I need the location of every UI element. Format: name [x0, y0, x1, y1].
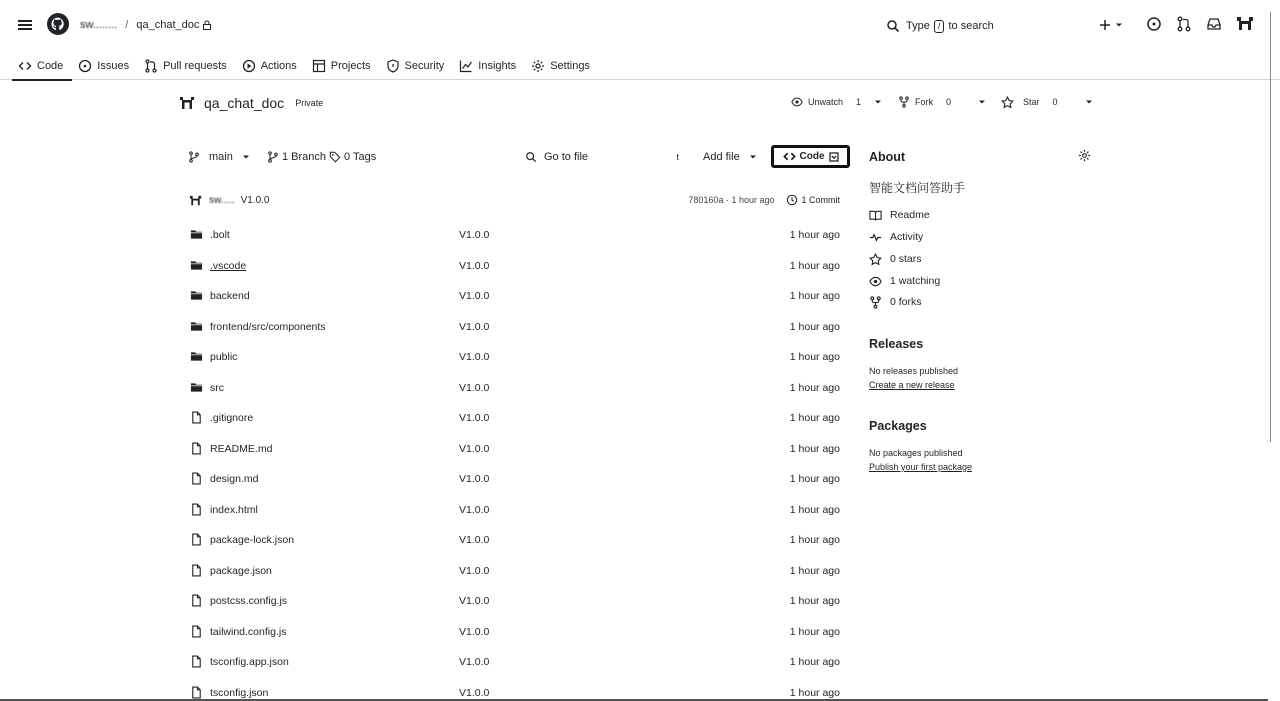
- repo-description: 智能文档问答助手: [869, 181, 966, 195]
- code-button[interactable]: [771, 145, 850, 168]
- watchers-link[interactable]: [869, 274, 940, 288]
- commit-date: 1 hour ago: [789, 564, 840, 577]
- file-icon: [190, 442, 204, 456]
- file-icon: [190, 411, 204, 425]
- file-icon: [190, 472, 204, 486]
- chevron-down-icon: [1115, 21, 1123, 29]
- scrollbar[interactable]: [1268, 0, 1280, 701]
- file-name[interactable]: src: [210, 381, 224, 394]
- table-row[interactable]: [188, 312, 840, 342]
- table-row[interactable]: [188, 586, 840, 616]
- gear-icon: [531, 59, 545, 73]
- tab-insights[interactable]: [453, 52, 525, 80]
- commit-message[interactable]: V1.0.0: [459, 564, 490, 577]
- tags-count: 0 Tags: [344, 151, 377, 163]
- tab-label: Insights: [478, 60, 517, 72]
- folder-icon: [190, 289, 204, 303]
- commit-hash-time[interactable]: 780160a · 1 hour ago: [688, 195, 775, 205]
- code-button-label: Code: [799, 151, 825, 162]
- breadcrumb-owner[interactable]: sw........: [80, 19, 118, 31]
- tab-label: Code: [37, 60, 64, 72]
- avatar[interactable]: [188, 193, 203, 208]
- file-icon: [190, 625, 204, 639]
- readme-label: Readme: [890, 209, 930, 221]
- chevron-down-icon: [1085, 98, 1093, 106]
- releases-empty-text: No releases published: [869, 366, 959, 376]
- file-name[interactable]: .vscode: [210, 259, 247, 272]
- file-name[interactable]: design.md: [210, 473, 259, 485]
- commit-message[interactable]: V1.0.0: [240, 194, 270, 206]
- play-icon: [242, 59, 256, 73]
- file-name[interactable]: tsconfig.app.json: [210, 656, 289, 668]
- file-name[interactable]: frontend/src/components: [210, 320, 326, 333]
- tab-label: Security: [404, 60, 445, 72]
- pull-request-icon: [144, 59, 158, 73]
- commit-date: 1 hour ago: [789, 320, 840, 333]
- commit-message[interactable]: V1.0.0: [459, 290, 490, 302]
- pulse-icon: [869, 231, 882, 244]
- repo-avatar-icon: [178, 94, 196, 112]
- search-button[interactable]: [886, 18, 994, 34]
- fork-icon: [869, 296, 882, 309]
- branch-name: main: [209, 151, 233, 163]
- commit-message[interactable]: V1.0.0: [459, 534, 490, 546]
- branch-icon: [267, 151, 279, 163]
- tab-security[interactable]: [380, 52, 454, 80]
- file-name[interactable]: backend: [210, 290, 250, 302]
- commit-date: 1 hour ago: [789, 290, 840, 302]
- commit-message[interactable]: V1.0.0: [459, 320, 490, 333]
- tab-issues[interactable]: [72, 52, 138, 80]
- commit-message[interactable]: V1.0.0: [459, 503, 490, 516]
- branches-count: 1 Branch: [282, 151, 327, 163]
- file-name[interactable]: index.html: [210, 503, 258, 516]
- scrollbar-thumb[interactable]: [1270, 12, 1279, 442]
- eye-icon: [869, 275, 882, 288]
- folder-icon: [190, 381, 204, 395]
- eye-icon: [791, 96, 803, 108]
- star-icon: [1001, 96, 1014, 109]
- tab-label: Settings: [550, 60, 590, 72]
- commit-date: 1 hour ago: [789, 595, 840, 607]
- book-icon: [869, 209, 882, 222]
- commit-message[interactable]: V1.0.0: [459, 656, 490, 668]
- visibility-badge: Private: [295, 98, 324, 108]
- table-row[interactable]: [188, 678, 840, 701]
- activity-link[interactable]: [869, 230, 923, 244]
- commit-date: 1 hour ago: [789, 625, 840, 638]
- issue-icon: [78, 59, 92, 73]
- commit-message[interactable]: V1.0.0: [459, 442, 490, 455]
- github-logo-icon[interactable]: [46, 12, 70, 36]
- publish-package-link[interactable]: Publish your first package: [869, 462, 973, 472]
- search-prefix: Type: [906, 19, 930, 32]
- commit-date: 1 hour ago: [789, 442, 840, 455]
- file-name[interactable]: .bolt: [210, 229, 230, 241]
- fork-icon: [898, 96, 910, 108]
- file-name[interactable]: package.json: [210, 564, 272, 577]
- avatar[interactable]: [1234, 12, 1256, 34]
- tab-label: Actions: [260, 60, 297, 72]
- commit-message[interactable]: V1.0.0: [459, 595, 490, 607]
- inbox-icon[interactable]: [1206, 16, 1222, 34]
- table-row[interactable]: [188, 647, 840, 677]
- commit-message[interactable]: V1.0.0: [459, 229, 490, 241]
- fork-button[interactable]: [898, 94, 986, 110]
- file-icon: [190, 655, 204, 669]
- graph-icon: [459, 59, 473, 73]
- tab-code[interactable]: [12, 52, 72, 80]
- star-icon: [869, 253, 882, 266]
- unwatch-button[interactable]: [791, 94, 882, 110]
- file-icon: [190, 686, 204, 700]
- repo-nav-tabs: [12, 52, 599, 80]
- star-label: Star: [1023, 97, 1040, 107]
- file-name[interactable]: tailwind.config.js: [210, 625, 287, 638]
- tab-actions[interactable]: [236, 52, 306, 80]
- stars-link[interactable]: [869, 252, 922, 266]
- commit-message[interactable]: V1.0.0: [459, 686, 490, 699]
- file-icon: [190, 594, 204, 608]
- tab-pull-requests[interactable]: [138, 52, 236, 80]
- table-row[interactable]: [188, 251, 840, 281]
- commit-date: 1 hour ago: [789, 473, 840, 485]
- file-name[interactable]: public: [210, 351, 238, 363]
- code-icon: [18, 59, 32, 73]
- commit-message[interactable]: V1.0.0: [459, 381, 490, 394]
- shortcut-key: t: [676, 152, 679, 162]
- create-new-button[interactable]: [1099, 16, 1123, 34]
- table-row[interactable]: [188, 617, 840, 647]
- commit-message[interactable]: V1.0.0: [459, 473, 490, 485]
- menu-icon[interactable]: [17, 17, 33, 33]
- breadcrumb-repo[interactable]: qa_chat_doc: [136, 19, 200, 31]
- search-icon: [525, 151, 537, 163]
- table-row[interactable]: [188, 403, 840, 433]
- commits-count: 1 Commit: [801, 195, 840, 205]
- table-row[interactable]: [188, 220, 840, 250]
- tab-label: Projects: [330, 60, 371, 72]
- commit-meta: [688, 192, 840, 208]
- folder-icon: [190, 320, 204, 334]
- packages-empty-text: No packages published: [869, 448, 963, 458]
- forks-label: 0 forks: [890, 296, 922, 308]
- commit-date: 1 hour ago: [789, 534, 840, 546]
- lock-icon: [202, 20, 212, 30]
- commit-message[interactable]: V1.0.0: [459, 351, 490, 363]
- go-to-file-placeholder: Go to file: [544, 151, 589, 163]
- readme-link[interactable]: [869, 208, 930, 222]
- repo-name[interactable]: qa_chat_doc: [204, 95, 285, 111]
- stars-label: 0 stars: [890, 253, 922, 265]
- pull-requests-shortcut-icon[interactable]: [1176, 16, 1192, 34]
- branches-link[interactable]: [267, 146, 326, 168]
- branch-select[interactable]: [188, 146, 250, 168]
- table-row[interactable]: [188, 373, 840, 403]
- commit-message[interactable]: V1.0.0: [459, 412, 490, 424]
- commit-date: 1 hour ago: [789, 686, 840, 699]
- commit-date: 1 hour ago: [789, 381, 840, 394]
- code-icon: [783, 150, 796, 163]
- tab-settings[interactable]: [525, 52, 599, 80]
- commit-date: 1 hour ago: [789, 503, 840, 516]
- file-name[interactable]: package-lock.json: [210, 534, 295, 546]
- file-icon: [190, 503, 204, 517]
- go-to-file-input[interactable]: [525, 146, 685, 168]
- gear-icon[interactable]: [1078, 149, 1091, 162]
- folder-icon: [190, 228, 204, 242]
- search-icon: [886, 19, 900, 33]
- search-suffix: to search: [948, 19, 994, 32]
- latest-commit: [188, 192, 840, 208]
- file-name[interactable]: README.md: [210, 442, 273, 455]
- breadcrumb-separator: /: [125, 19, 129, 31]
- commit-date: 1 hour ago: [789, 412, 840, 424]
- chevron-down-icon: [749, 153, 757, 161]
- history-icon: [786, 194, 798, 206]
- file-icon: [190, 564, 204, 578]
- commit-date: 1 hour ago: [789, 229, 840, 241]
- table-row[interactable]: [188, 342, 840, 372]
- folder-icon: [190, 350, 204, 364]
- star-count: 0: [1052, 97, 1058, 107]
- branch-icon: [188, 151, 200, 163]
- about-heading: About: [869, 150, 906, 164]
- commit-date: 1 hour ago: [789, 351, 840, 363]
- tags-link[interactable]: [329, 146, 376, 168]
- unwatch-label: Unwatch: [808, 97, 844, 107]
- table-row[interactable]: [188, 434, 840, 464]
- table-row[interactable]: [188, 281, 840, 311]
- breadcrumb: [80, 17, 212, 33]
- chevron-down-icon: [242, 153, 250, 161]
- chevron-down-icon: [978, 98, 986, 106]
- commit-author: [188, 192, 269, 208]
- issues-shortcut-icon[interactable]: [1146, 16, 1162, 34]
- commit-message[interactable]: V1.0.0: [459, 625, 490, 638]
- activity-label: Activity: [890, 231, 924, 243]
- global-header: [0, 0, 1280, 80]
- add-file-button[interactable]: [703, 146, 757, 168]
- plus-icon: [1099, 19, 1111, 31]
- commit-date: 1 hour ago: [789, 656, 840, 668]
- add-file-label: Add file: [703, 151, 740, 163]
- tab-projects[interactable]: [306, 52, 380, 80]
- tab-label: Issues: [97, 60, 130, 72]
- fork-count: 0: [946, 97, 952, 107]
- watch-count: 1: [856, 97, 862, 107]
- search-shortcut: /: [934, 20, 945, 33]
- packages-heading[interactable]: Packages: [869, 419, 927, 433]
- file-icon: [190, 533, 204, 547]
- table-row[interactable]: [188, 556, 840, 586]
- tag-icon: [329, 151, 341, 163]
- repo-title: [178, 93, 326, 113]
- releases-heading[interactable]: Releases: [869, 337, 924, 351]
- watchers-label: 1 watching: [890, 275, 941, 287]
- table-row[interactable]: [188, 525, 840, 555]
- commit-date: 1 hour ago: [789, 259, 840, 272]
- commit-message[interactable]: V1.0.0: [459, 259, 490, 272]
- create-release-link[interactable]: Create a new release: [869, 380, 955, 390]
- commit-user[interactable]: sw.....: [209, 194, 235, 206]
- chevron-down-icon: [829, 152, 839, 162]
- star-button[interactable]: [1001, 94, 1093, 110]
- chevron-down-icon: [874, 98, 882, 106]
- table-icon: [312, 59, 326, 73]
- file-name[interactable]: .gitignore: [210, 412, 254, 424]
- file-name[interactable]: postcss.config.js: [210, 595, 288, 607]
- table-row[interactable]: [188, 495, 840, 525]
- folder-icon: [190, 259, 204, 273]
- forks-link[interactable]: [869, 295, 922, 309]
- file-name[interactable]: tsconfig.json: [210, 686, 269, 699]
- fork-label: Fork: [915, 97, 933, 107]
- tab-label: Pull requests: [163, 60, 227, 72]
- shield-icon: [386, 59, 400, 73]
- table-row[interactable]: [188, 464, 840, 494]
- commits-link[interactable]: [786, 194, 840, 206]
